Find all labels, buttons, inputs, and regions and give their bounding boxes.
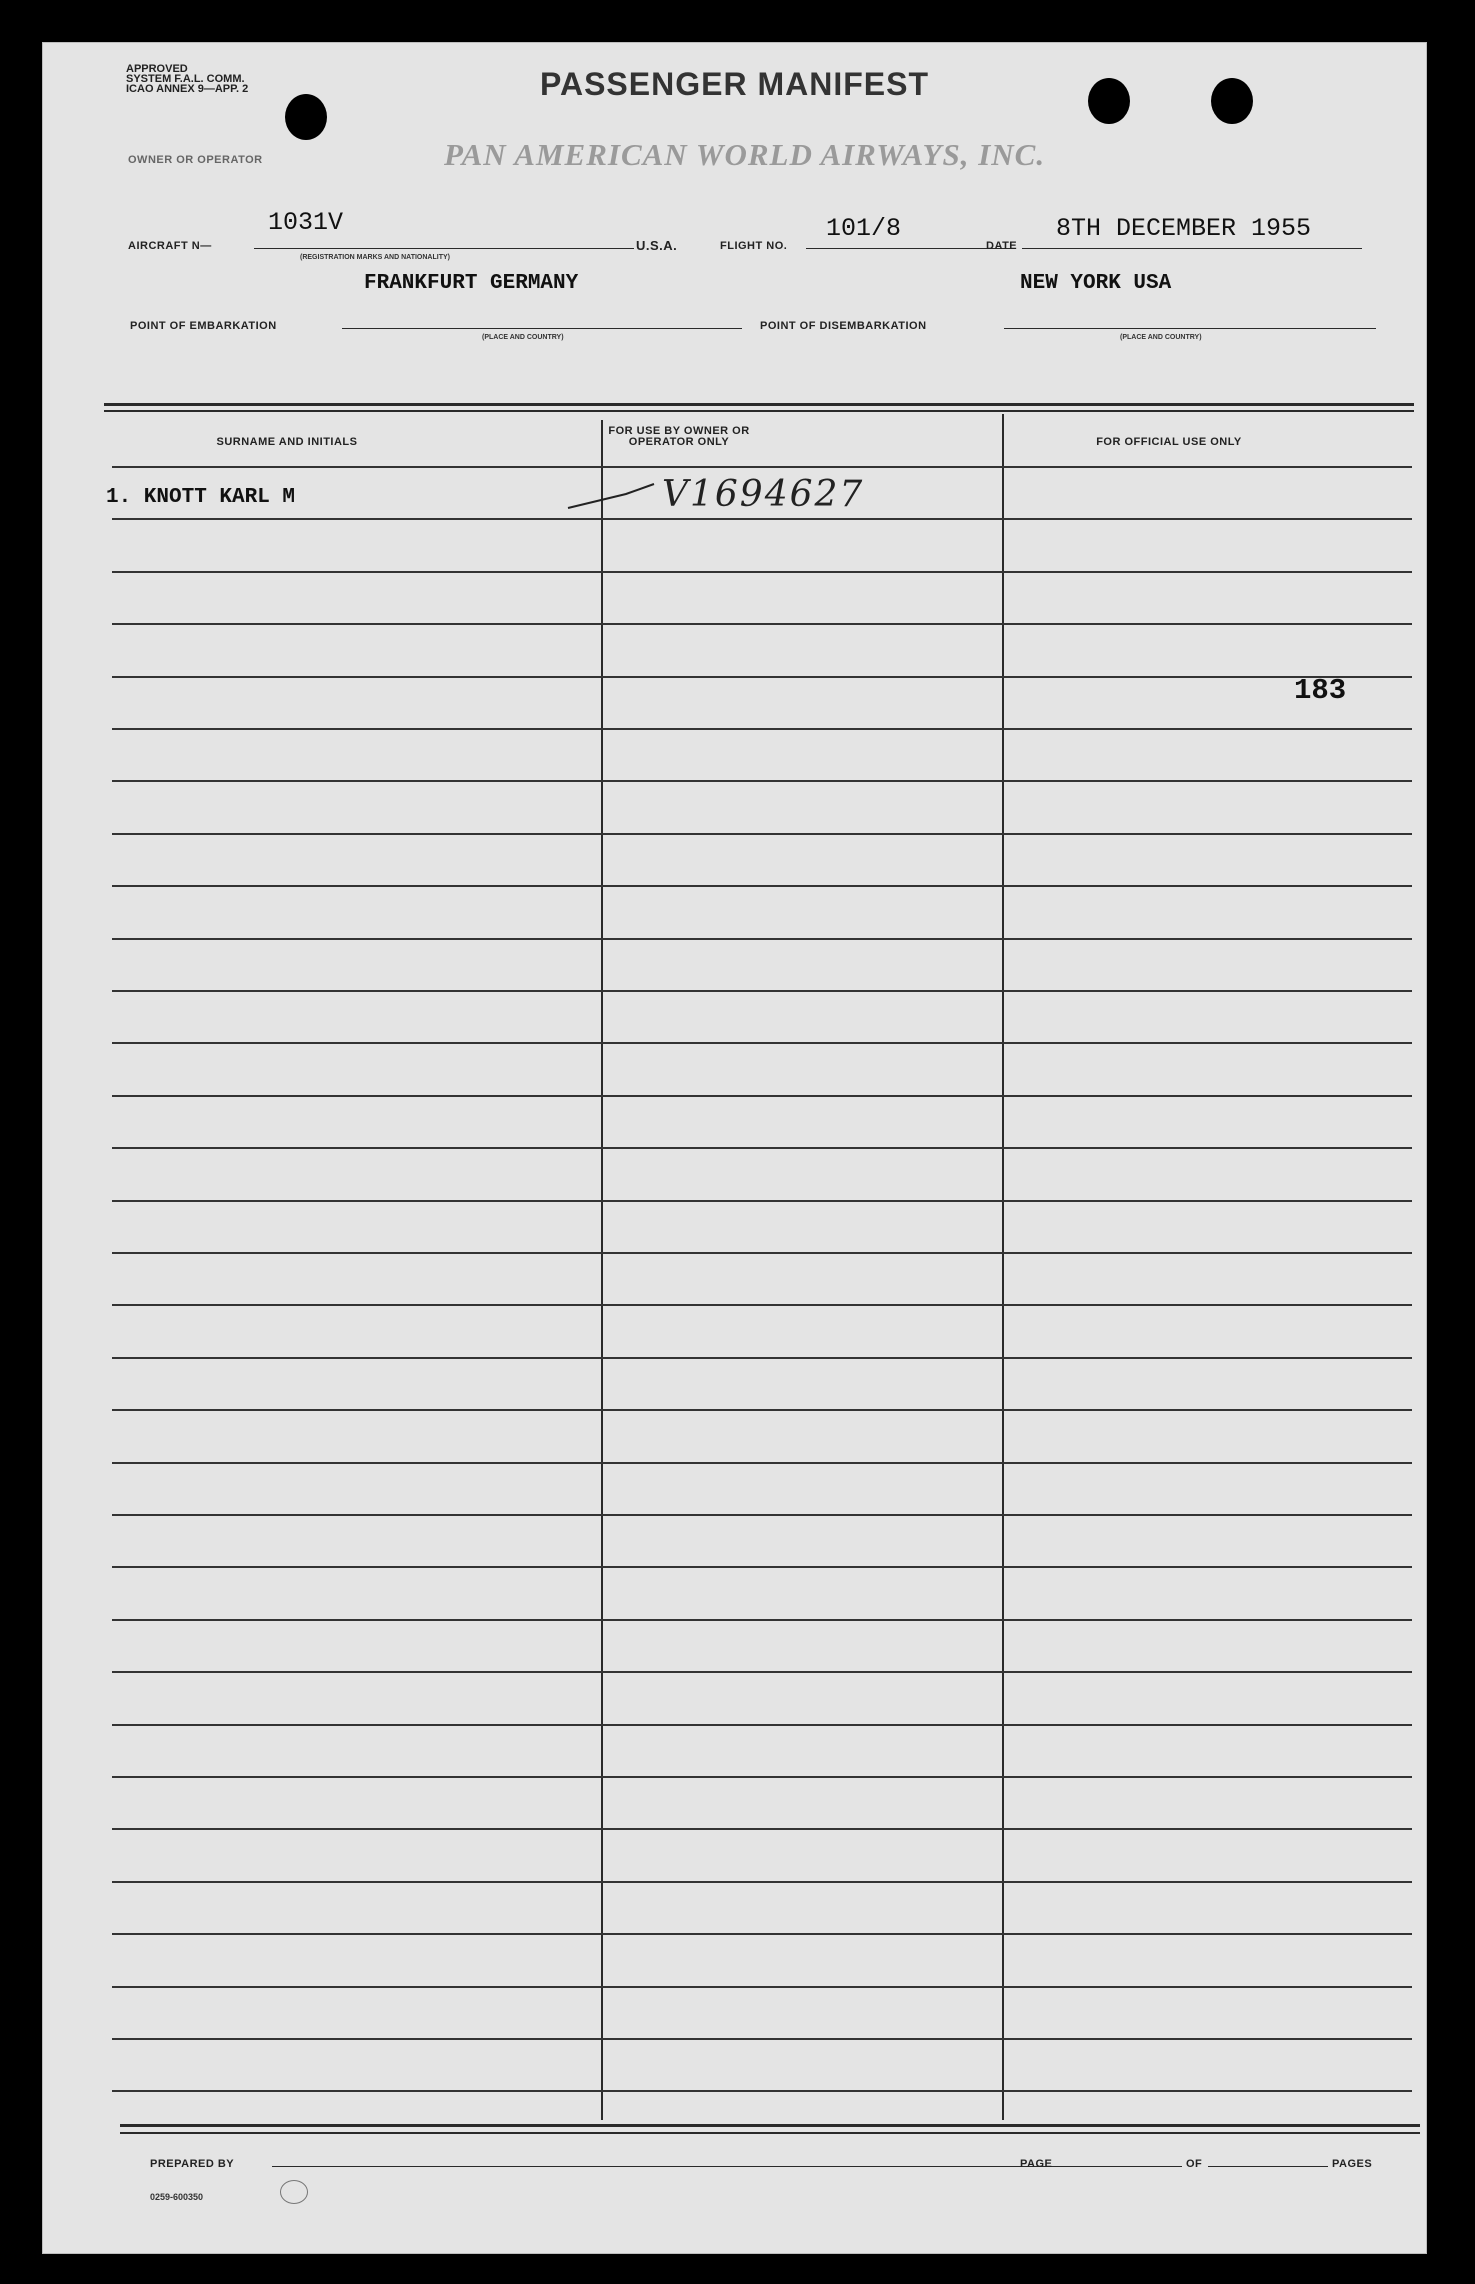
place-caption: (PLACE AND COUNTRY) xyxy=(1120,334,1202,341)
table-row xyxy=(112,1462,1412,1464)
table-bottom-rule xyxy=(120,2124,1420,2127)
prepared-underline xyxy=(272,2166,1062,2167)
table-row xyxy=(112,1881,1412,1883)
table-row xyxy=(112,1619,1412,1621)
table-row xyxy=(112,676,1412,678)
page-title: PASSENGER MANIFEST xyxy=(540,66,929,102)
table-row xyxy=(112,1986,1412,1988)
table-row xyxy=(112,990,1412,992)
table-row xyxy=(112,833,1412,835)
ticket-number: V1694627 xyxy=(662,474,865,515)
table-row xyxy=(112,1828,1412,1830)
table-row xyxy=(112,466,1412,468)
table-row xyxy=(112,1724,1412,1726)
union-bug-icon xyxy=(280,2180,308,2204)
pages-label: PAGES xyxy=(1332,2158,1373,2170)
manifest-sheet xyxy=(42,42,1427,2254)
table-row xyxy=(112,1776,1412,1778)
approval-line: SYSTEM F.A.L. COMM. xyxy=(126,73,245,85)
date-value: 8TH DECEMBER 1955 xyxy=(1056,214,1312,243)
date-label: DATE xyxy=(986,240,1018,252)
table-row xyxy=(112,2090,1412,2092)
flight-value: 101/8 xyxy=(826,214,902,243)
table-row xyxy=(112,728,1412,730)
owner-label: OWNER OR OPERATOR xyxy=(128,154,263,166)
table-top-rule xyxy=(104,410,1414,412)
table-row xyxy=(112,1566,1412,1568)
column-header-surname: SURNAME AND INITIALS xyxy=(216,436,358,448)
column-header-operator: FOR USE BY OWNER OR OPERATOR ONLY xyxy=(608,425,750,448)
disembarkation-value: NEW YORK USA xyxy=(1020,272,1172,295)
usa-label: U.S.A. xyxy=(636,238,678,253)
table-top-rule xyxy=(104,403,1414,406)
approval-line: APPROVED xyxy=(126,63,188,75)
aircraft-label: AIRCRAFT N— xyxy=(128,240,212,252)
table-bottom-rule xyxy=(120,2132,1420,2134)
table-row xyxy=(112,1147,1412,1149)
disembarkation-underline xyxy=(1004,328,1376,329)
table-row xyxy=(112,1933,1412,1935)
approval-line: ICAO ANNEX 9—APP. 2 xyxy=(126,83,249,95)
table-row xyxy=(112,1200,1412,1202)
column-header-official: FOR OFFICIAL USE ONLY xyxy=(1096,436,1242,448)
table-row xyxy=(112,1671,1412,1673)
table-row xyxy=(112,623,1412,625)
owner-stamp: PAN AMERICAN WORLD AIRWAYS, INC. xyxy=(444,137,1046,172)
column-divider xyxy=(1002,414,1004,2120)
registration-caption: (REGISTRATION MARKS AND NATIONALITY) xyxy=(300,254,450,261)
column-divider xyxy=(601,420,603,2120)
table-row xyxy=(112,1514,1412,1516)
flight-label: FLIGHT NO. xyxy=(720,240,788,252)
of-label: OF xyxy=(1186,2158,1203,2170)
table-row xyxy=(112,1252,1412,1254)
check-mark xyxy=(566,482,656,512)
table-row xyxy=(112,518,1412,520)
table-row xyxy=(112,2038,1412,2040)
official-note: 183 xyxy=(1294,674,1347,707)
date-underline xyxy=(1022,248,1362,249)
table-row xyxy=(112,1095,1412,1097)
passenger-name: 1. KNOTT KARL M xyxy=(106,486,296,509)
table-row xyxy=(112,1304,1412,1306)
of-underline xyxy=(1208,2166,1328,2167)
table-row xyxy=(112,571,1412,573)
page-underline xyxy=(1062,2166,1182,2167)
disembarkation-label: POINT OF DISEMBARKATION xyxy=(760,320,927,332)
table-row xyxy=(112,780,1412,782)
form-number: 0259-600350 xyxy=(150,2192,204,2202)
table-row xyxy=(112,1042,1412,1044)
table-row xyxy=(112,1409,1412,1411)
embarkation-underline xyxy=(342,328,742,329)
aircraft-value: 1031V xyxy=(268,208,344,237)
table-row xyxy=(112,885,1412,887)
embarkation-label: POINT OF EMBARKATION xyxy=(130,320,277,332)
prepared-label: PREPARED BY xyxy=(150,2158,235,2170)
aircraft-underline xyxy=(254,248,634,249)
place-caption: (PLACE AND COUNTRY) xyxy=(482,334,564,341)
flight-underline xyxy=(806,248,1016,249)
table-row xyxy=(112,1357,1412,1359)
table-row xyxy=(112,938,1412,940)
page-label: PAGE xyxy=(1020,2158,1053,2170)
embarkation-value: FRANKFURT GERMANY xyxy=(364,272,579,295)
